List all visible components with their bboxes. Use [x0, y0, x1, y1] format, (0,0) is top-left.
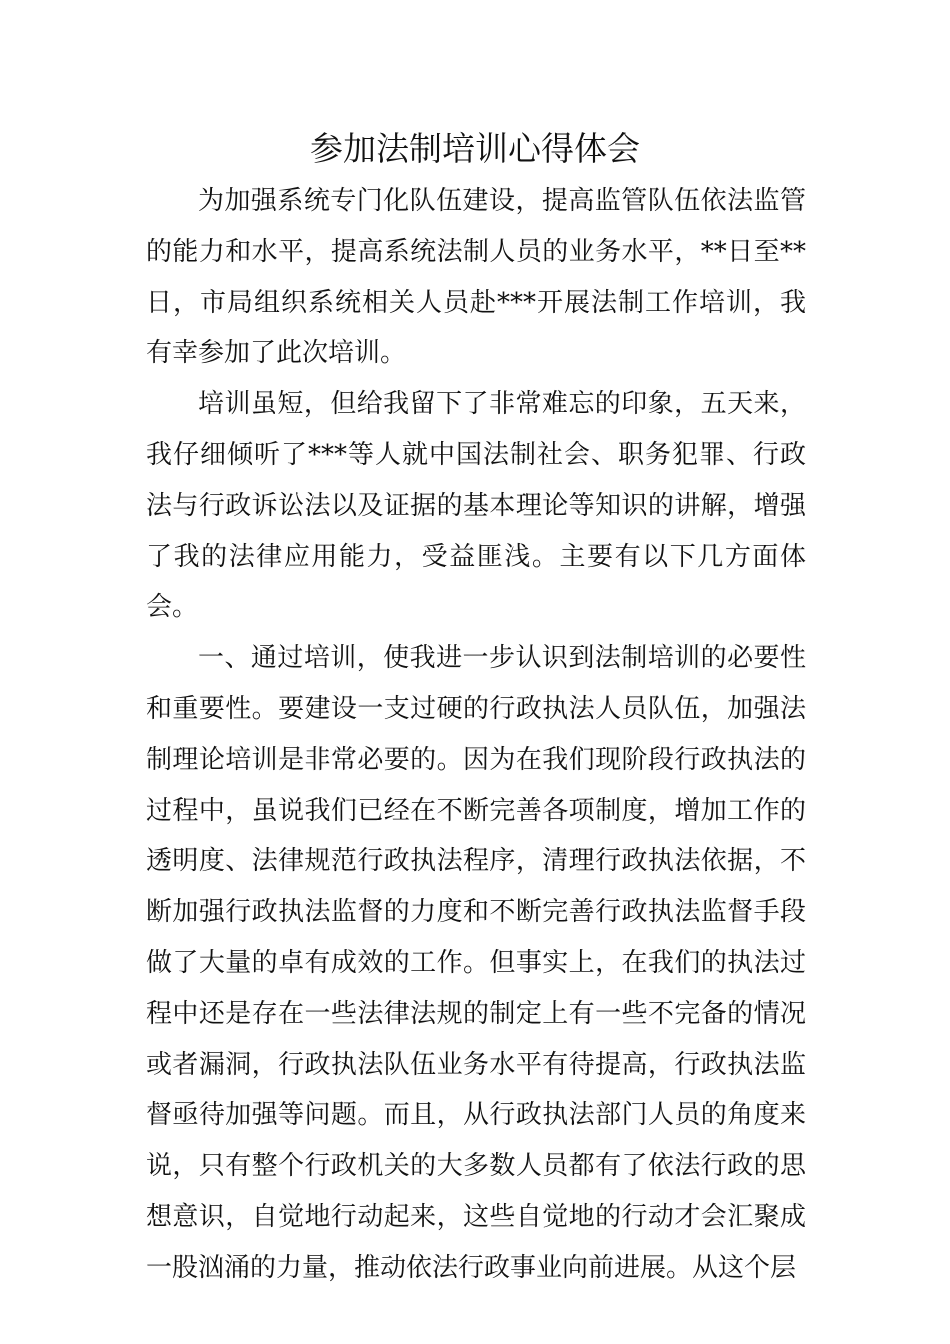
- document-body: [146, 176, 806, 1294]
- paragraph-intro: 为加强系统专门化队伍建设，提高监管队伍依法监管的能力和水平，提高系统法制人员的业务水平，**日至**日，市局组织系统相关人员赴***开展法制工作培训，我有幸参加了此次培训。: [146, 186, 806, 369]
- paragraph-point-one: 一、通过培训，使我进一步认识到法制培训的必要性和重要性。要建设一支过硬的行政执法人员队伍，加强法制理论培训是非常必要的。因为在我们现阶段行政执法的过程中，虽说我们已经在不断完善各项制度，增加工作的透明度、法律规范行政执法程序，清理行政执法依据，不断加强行政执法监督的力度和不断完善行政执法监督手段做了大量的卓有成效的工作。但事实上，在我们的执法过程中还是存在一些法律法规的制定上有一些不完备的情况或者漏洞，行政执法队伍业务水平有待提高，行政执法监督亟待加强等问题。而且，从行政执法部门人员的角度来说，只有整个行政机关的大多数人员都有了依法行政的思想意识，自觉地行动起来，这些自觉地的行动才会汇聚成一股汹涌的力量，推动依法行政事业向前进展。从这个层: [146, 643, 806, 1283]
- paragraph-impression: 培训虽短，但给我留下了非常难忘的印象，五天来，我仔细倾听了***等人就中国法制社会、职务犯罪、行政法与行政诉讼法以及证据的基本理论等知识的讲解，增强了我的法律应用能力，受益匪浅。主要有以下几方面体会。: [146, 389, 806, 623]
- document-title: 参加法制培训心得体会: [310, 129, 640, 168]
